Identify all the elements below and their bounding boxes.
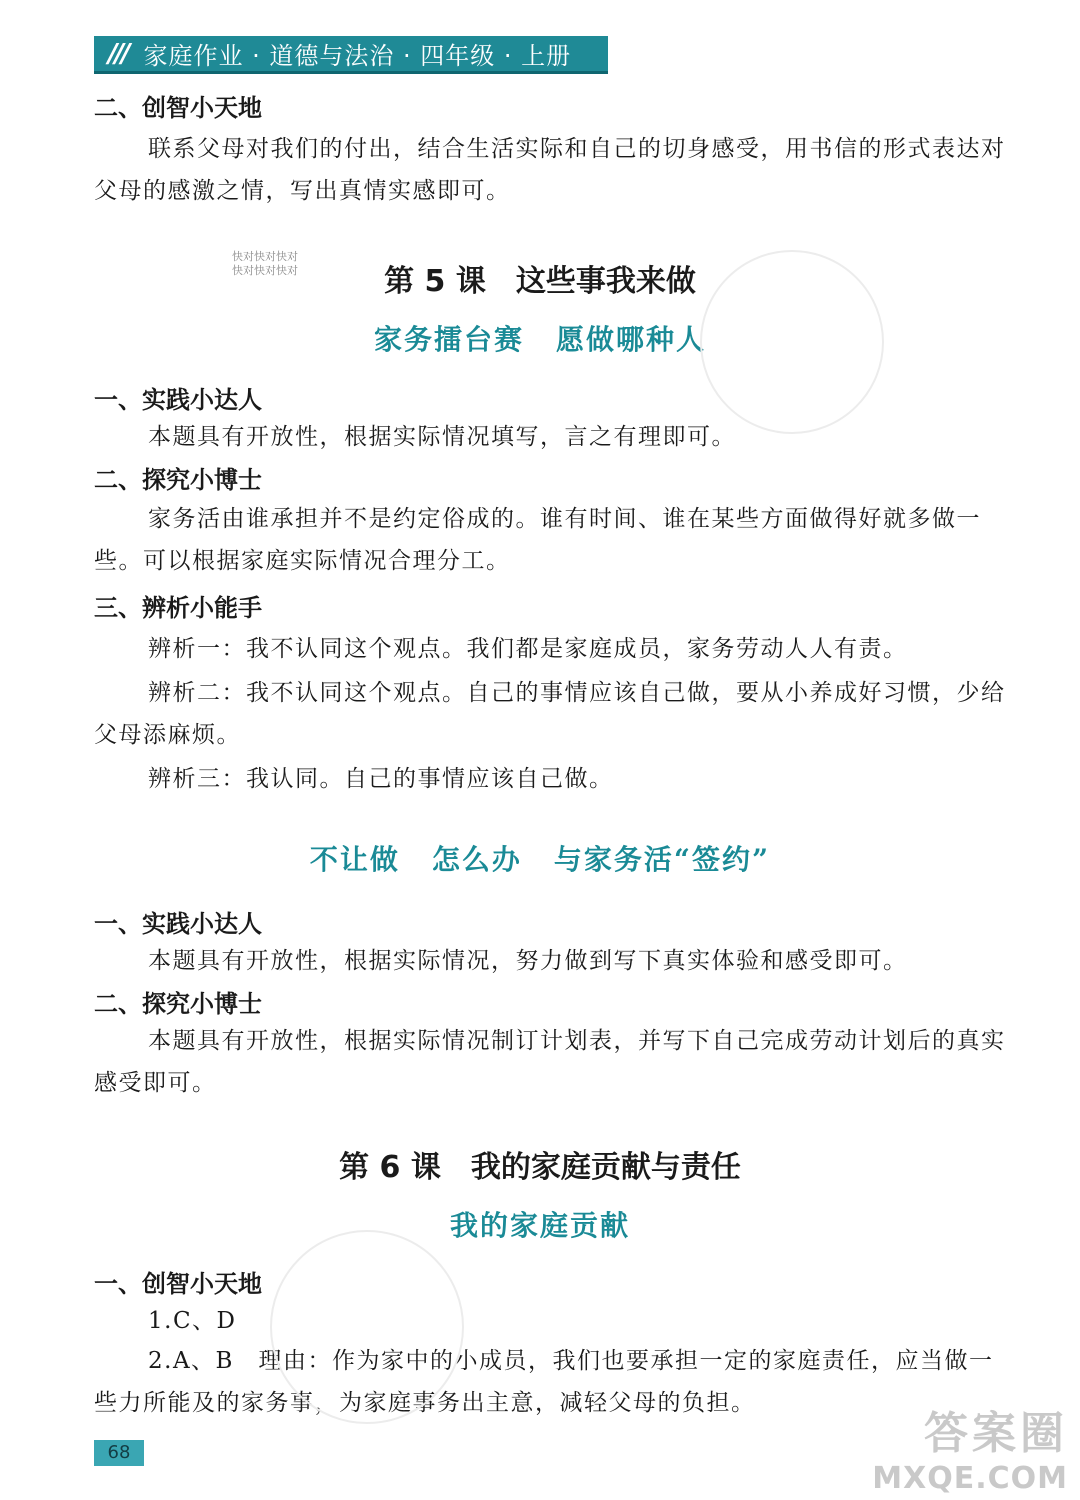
slash-icon: ///	[108, 38, 128, 69]
lesson-title: 第 5 课 这些事我来做	[384, 264, 696, 299]
corner-watermark: 答案圈 MXQE.COM	[872, 1408, 1068, 1496]
section-heading: 二、探究小博士	[94, 990, 262, 1018]
lesson-subtitle: 不让做 怎么办 与家务活“签约”	[309, 843, 771, 876]
lesson-subtitle: 我的家庭贡献	[449, 1209, 630, 1242]
paragraph: 辨析二：我不认同这个观点。自己的事情应该自己做，要从小养成好习惯，少给父母添麻烦。	[94, 680, 1006, 748]
paragraph: 本题具有开放性，根据实际情况，努力做到写下真实体验和感受即可。	[148, 948, 908, 974]
paragraph: 家务活由谁承担并不是约定俗成的。谁有时间、谁在某些方面做得好就多做一些。可以根据家庭实际情况合理分工。	[94, 506, 981, 574]
page-number: 68	[94, 1440, 144, 1466]
section-heading: 一、实践小达人	[94, 386, 262, 414]
section-heading: 一、实践小达人	[94, 910, 262, 938]
section-heading: 一、创智小天地	[94, 1270, 262, 1298]
header-title: 家庭作业 · 道德与法治 · 四年级 · 上册	[143, 42, 572, 70]
watermark-text: 快对快对快对 快对快对快对	[232, 250, 298, 277]
answer-line: 1.C、D	[148, 1308, 237, 1334]
lesson-subtitle: 家务擂台赛 愿做哪种人	[373, 323, 707, 356]
paragraph: 本题具有开放性，根据实际情况制订计划表，并写下自己完成劳动计划后的真实感受即可。	[94, 1028, 1006, 1096]
paragraph: 本题具有开放性，根据实际情况填写，言之有理即可。	[148, 424, 736, 450]
paragraph: 2.A、B 理由：作为家中的小成员，我们也要承担一定的家庭责任，应当做一些力所能及的家务事，为家庭事务出主意，减轻父母的负担。	[94, 1348, 994, 1416]
lesson-title: 第 6 课 我的家庭贡献与责任	[339, 1150, 741, 1185]
watermark-stamp-icon	[700, 250, 884, 434]
paragraph: 辨析三：我认同。自己的事情应该自己做。	[148, 766, 614, 792]
watermark-stamp-icon	[270, 1230, 464, 1424]
paragraph: 联系父母对我们的付出，结合生活实际和自己的切身感受，用书信的形式表达对父母的感激之情，写出真情实感即可。	[94, 136, 1006, 204]
paragraph: 辨析一：我不认同这个观点。我们都是家庭成员，家务劳动人人有责。	[148, 636, 908, 662]
running-header	[94, 36, 608, 74]
section-heading: 二、探究小博士	[94, 466, 262, 494]
section-heading: 二、创智小天地	[94, 94, 262, 122]
section-heading: 三、辨析小能手	[94, 594, 262, 622]
